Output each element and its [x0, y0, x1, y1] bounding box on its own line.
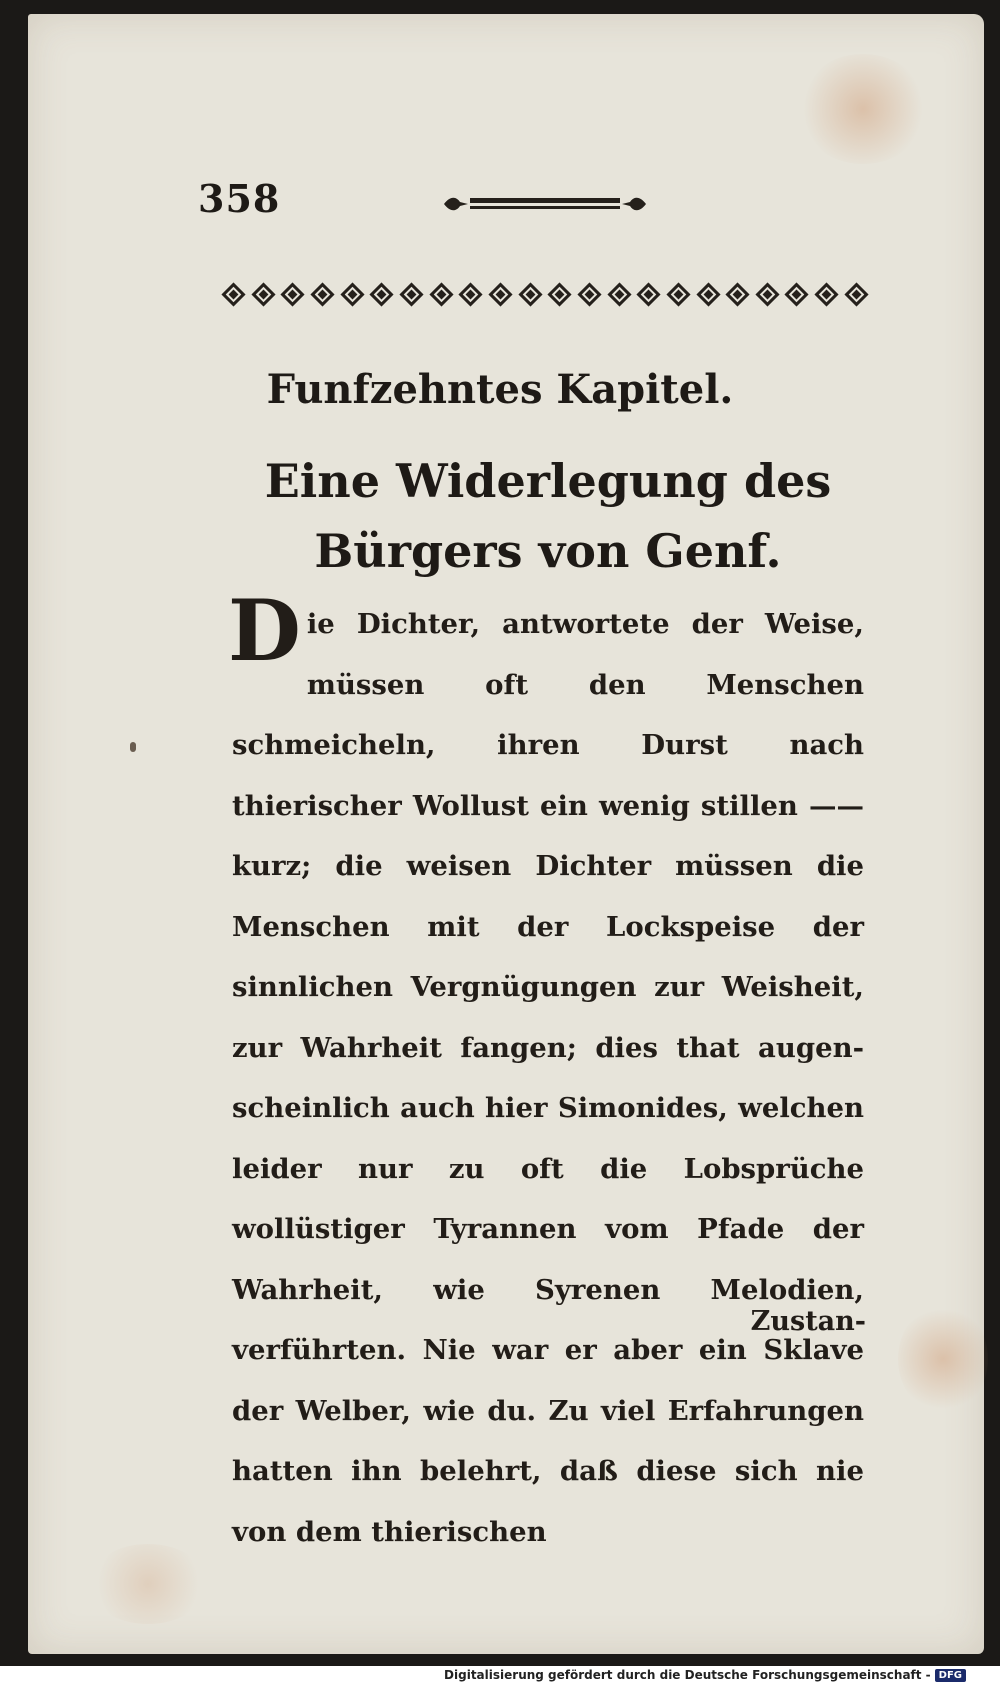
dfg-logo: DFG [935, 1669, 966, 1682]
margin-mark [130, 742, 136, 752]
body-paragraph [228, 581, 864, 1562]
credit-text: Digitalisierung gefördert durch die Deutsche Forschungsgemeinschaft - [444, 1668, 931, 1682]
catchword: Zustan- [750, 1306, 866, 1337]
ornament-divider [225, 277, 865, 311]
drop-cap-initial: D [228, 581, 301, 680]
chapter-label: Funfzehntes Kapitel. [266, 366, 734, 413]
chapter-title: Eine Widerlegung des Bürgers von Genf. [264, 454, 832, 578]
paper-stain [798, 54, 928, 164]
paper-stain [88, 1544, 208, 1624]
digitization-credit [444, 1668, 966, 1682]
paper-stain [898, 1304, 988, 1414]
header-ornament-rule [440, 190, 650, 218]
page-number: 358 [198, 176, 281, 221]
body-paragraph-text: ie Dichter, antwortete der Weise, müssen oft den Menschen schmeicheln, ihren Durst nach thierischer Wollust ein wenig stillen —— kurz; die weisen Dichter müssen die Menschen mit der Lockspeise der sinnlichen Vergnügungen zur Weisheit, zur Wahrheit fangen; dies that augenscheinlich auch hier Simonides, welchen leider nur zu oft die Lobsprüche wollüstiger Tyrannen vom Pfade der Wahrheit, wie Syrenen Melodien, verführten. Nie war er aber ein Sklave der Welber, wie du. Zu viel Erfahrungen hatten ihn belehrt, daß diese sich nie von dem thierischen [232, 608, 864, 1548]
